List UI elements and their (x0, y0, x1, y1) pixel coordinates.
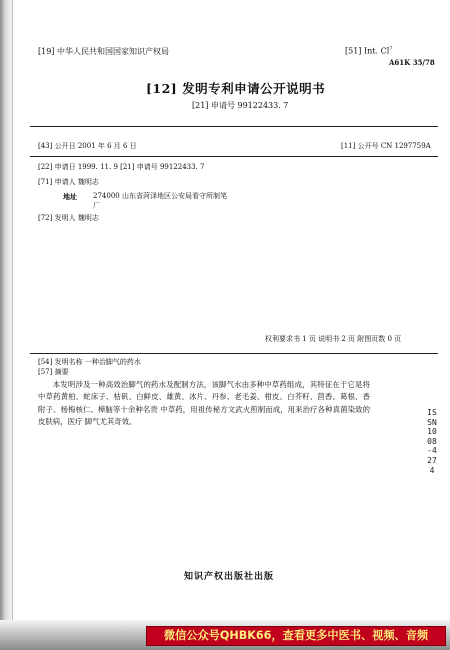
publisher: 知识产权出版社出版 (184, 572, 275, 582)
pages-summary: 权利要求书 1 页 说明书 2 页 附图页数 0 页 (265, 335, 402, 343)
patent-office: [19] 中华人民共和国国家知识产权局 (38, 47, 169, 56)
scan-edge (12, 0, 13, 620)
abstract-text: 本发明涉及一种高效治脚气的药水及配制方法，该脚气水由多种中草药组成，其特征在于它是将中草药黄柏、蛇床子、枯矾、白鲜皮、雄黄、冰片、丹参、老毛姜、柑皮、白芥籽、茴香、葛根、香附子、杨梅核仁、樟脑等十余种名贵 中草药，用祖传秘方文武火煎制而成，用来治疗各种真菌染致的皮肤病，医疗 脚气尤其奇效。 (38, 380, 370, 427)
publication-number: [11] 公开号 CN 1297759A (341, 142, 431, 150)
address-line-2: 厂 (93, 202, 100, 210)
application-number: [21] 申请号 99122433. 7 (192, 101, 289, 110)
divider (30, 353, 438, 354)
document-type-title: [12] 发明专利申请公开说明书 (146, 81, 326, 96)
filing-date: [22] 申请日 1999. 11. 9 [21] 申请号 99122433. 7 (38, 163, 205, 171)
invention-title: [54] 发明名称 一种治脚气的药水 (38, 358, 141, 366)
applicant: [71] 申请人 魏明志 (38, 178, 99, 186)
wechat-banner-text: 微信公众号QHBK66，查看更多中医书、视频、音频 (163, 629, 429, 642)
issn-vertical: ISSN1008-4274 (427, 408, 437, 475)
int-cl-text: [51] Int. Cl (345, 46, 390, 56)
address-label: 地址 (63, 192, 77, 201)
abstract-label: [57] 摘要 (38, 368, 69, 376)
address-line-1: 274000 山东省菏泽地区公安局看守所制笔 (93, 192, 227, 200)
publication-date: [43] 公开日 2001 年 6 月 6 日 (38, 142, 137, 150)
scan-shadow-left (0, 0, 12, 650)
int-cl-superscript: 7 (389, 46, 393, 52)
ipc-code: A61K 35/78 (389, 58, 435, 67)
inventor: [72] 发明人 魏明志 (38, 214, 99, 222)
int-cl-label (345, 44, 392, 57)
divider (30, 156, 438, 157)
wechat-banner (146, 626, 446, 646)
divider (30, 126, 438, 127)
